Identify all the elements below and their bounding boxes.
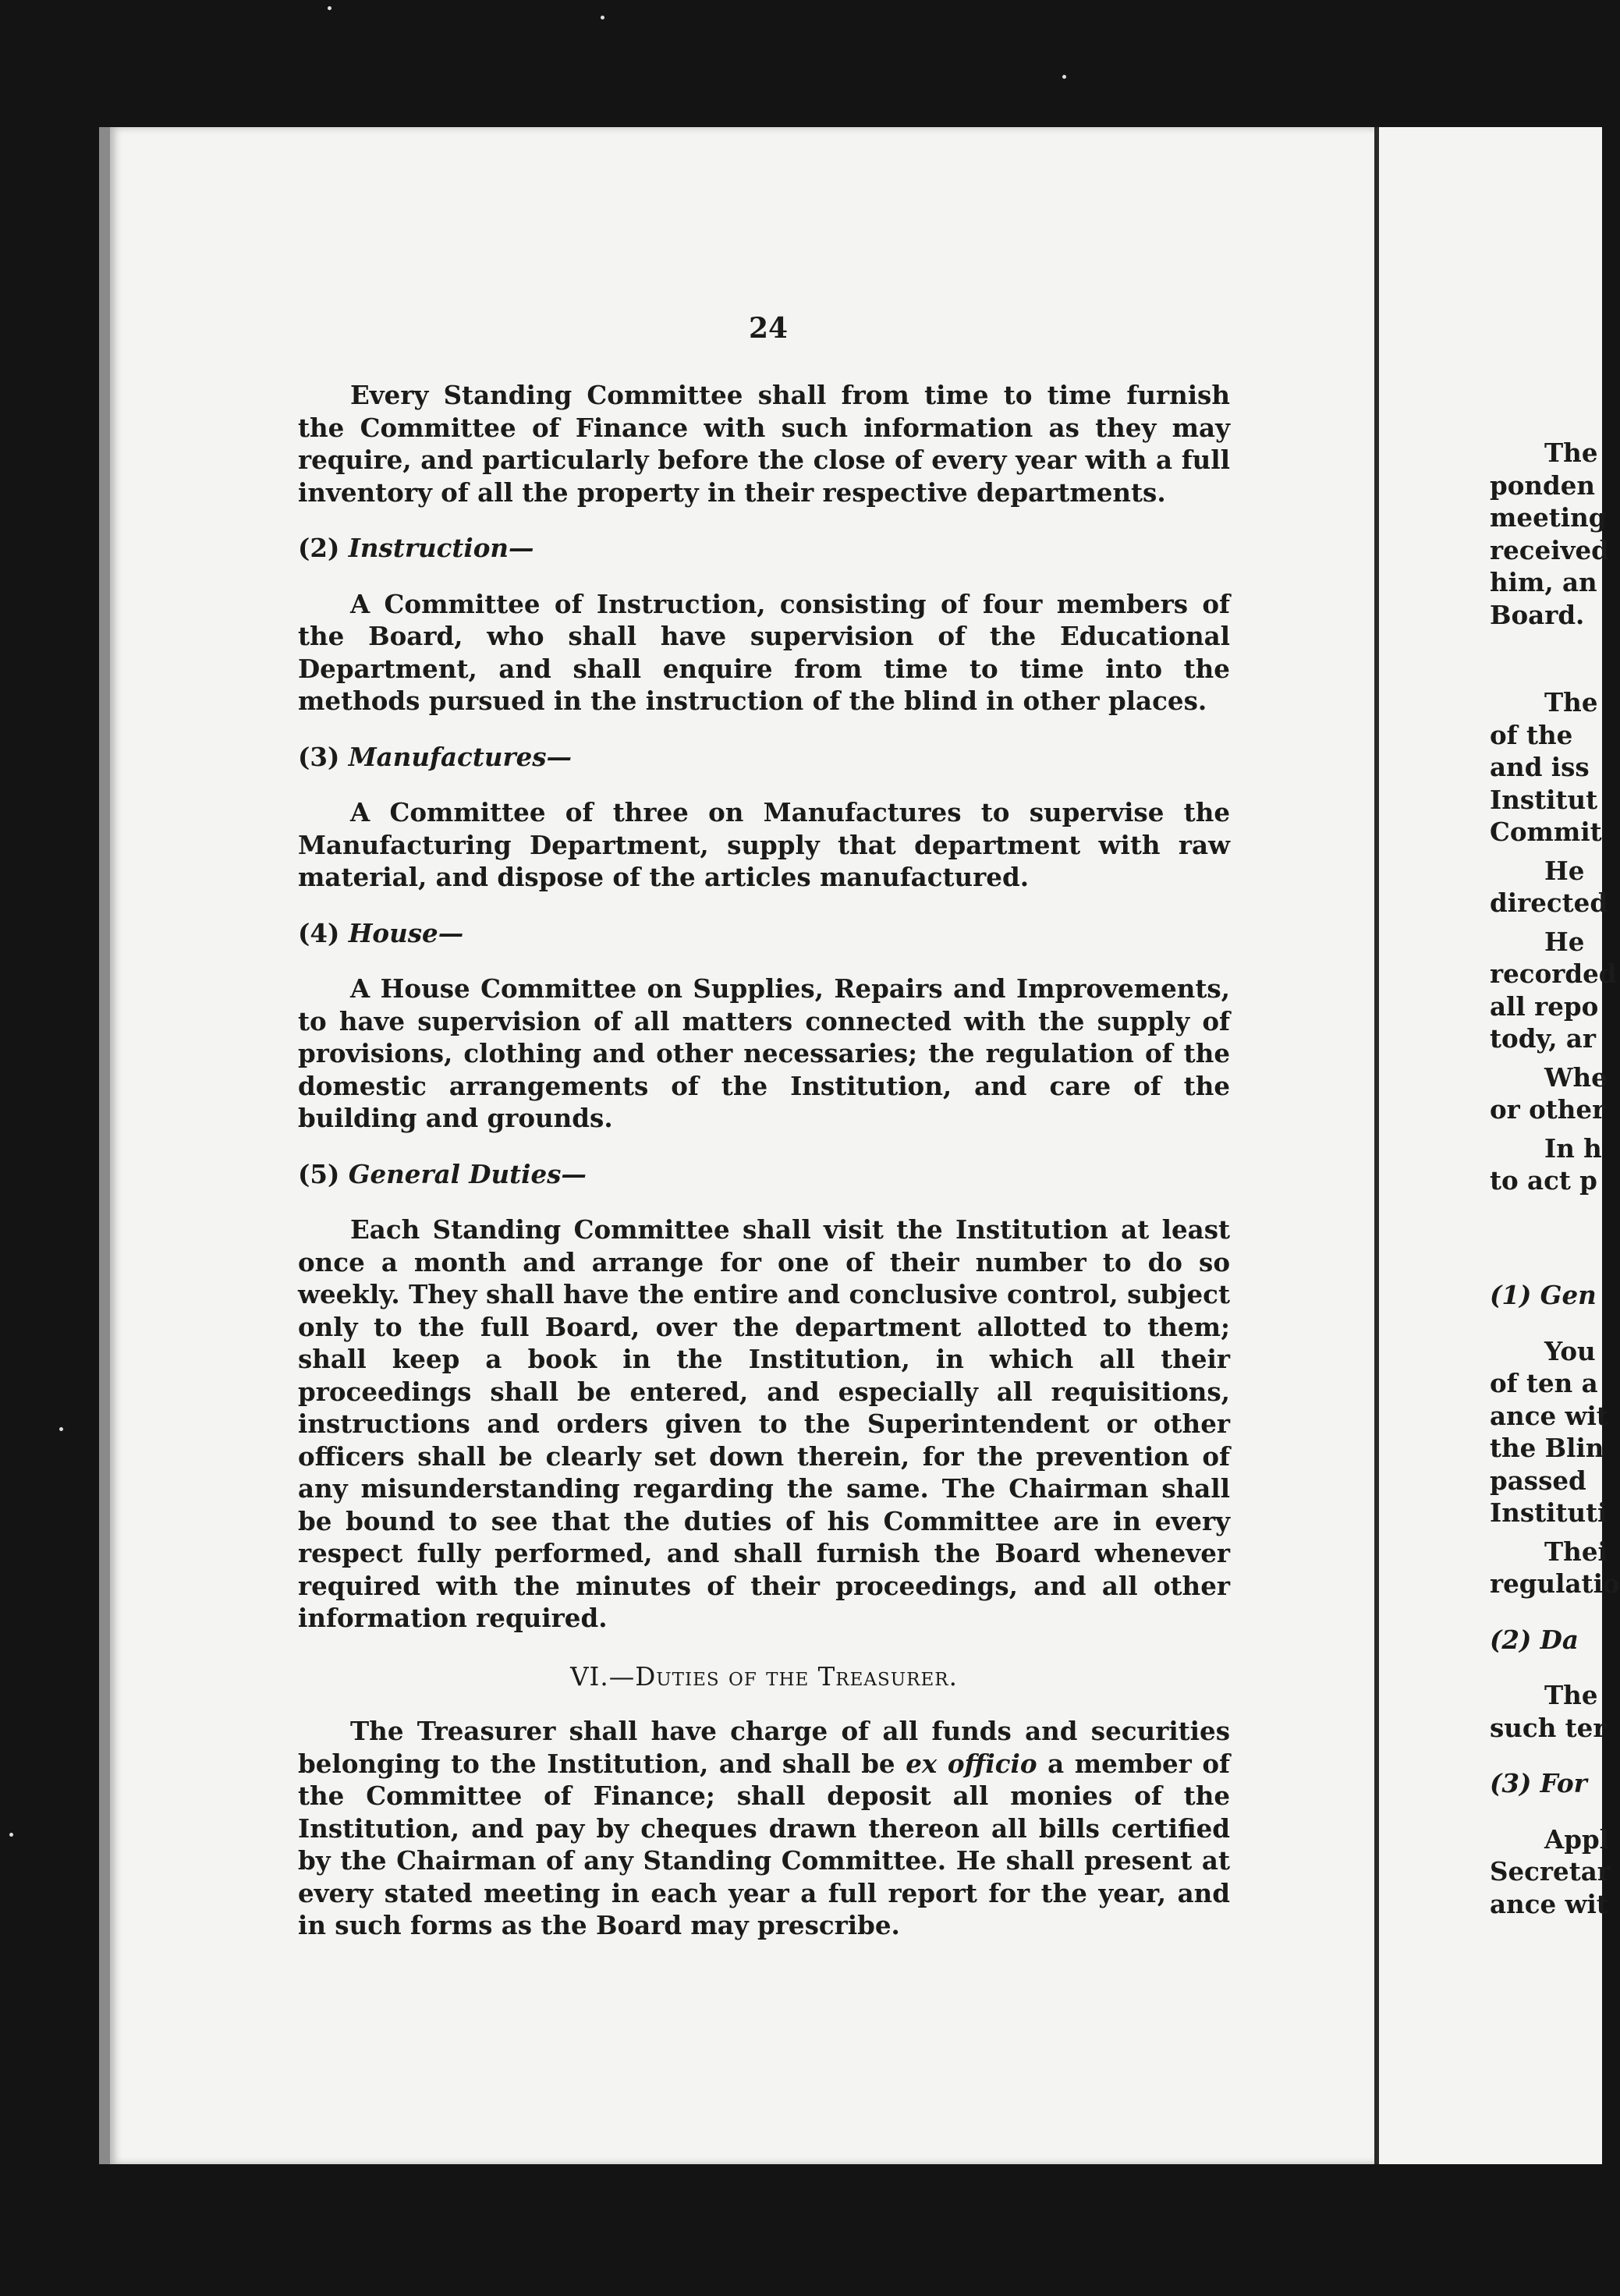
fragment-line: Whe <box>1544 1061 1608 1093</box>
section-title: General Duties— <box>348 1158 587 1189</box>
fragment-line: (1) Gen <box>1490 1280 1597 1310</box>
fragment-line: Thei <box>1544 1536 1608 1567</box>
fragment-line: directed <box>1490 888 1608 918</box>
fragment-line: Board. <box>1490 599 1585 630</box>
fragment-line: Secretar <box>1490 1856 1611 1887</box>
page-number: 24 <box>749 312 789 345</box>
treasurer-text-before: The Treasurer shall have charge of all funds and securities belonging to the Institution, and shall be <box>298 1716 1230 1779</box>
section-heading-house <box>298 917 1230 950</box>
instruction-paragraph: A Committee of Instruction, consisting of four members of the Board, who shall have supervision of the Educational Department, and shall enquire from time to time into the methods pursued in the instruction of the blind in other places. <box>298 588 1230 716</box>
fragment-line: ance wit <box>1490 1888 1608 1919</box>
fragment-line: the Blin <box>1490 1433 1604 1463</box>
left-page-text <box>298 379 1230 1942</box>
section-heading-instruction <box>298 532 1230 565</box>
fragment-line: Commit <box>1490 817 1602 847</box>
treasurer-text-after: a member of the Committee of Finance; shall deposit all monies of the Institution, and pay by cheques drawn thereon all bills certified by the Chairman of any Standing Committee. He shall present at every stated meeting in each year a full report for the year, and in such forms as the Board may prescribe. <box>298 1748 1230 1940</box>
fragment-line: He <box>1544 926 1585 957</box>
fragment-line: such ter <box>1490 1712 1607 1743</box>
section-title: Instruction— <box>348 533 534 563</box>
fragment-line: or other <box>1490 1094 1606 1125</box>
right-page-fragments <box>1490 437 1609 631</box>
fragment-line: of ten a <box>1490 1368 1598 1398</box>
general-duties-paragraph: Each Standing Committee shall visit the Institution at least once a month and arrange for one of their number to do so weekly. They shall have the entire and conclusive control, subject only to the full Board, over the department allotted to them; shall keep a book in the Institution, in which all their proceedings shall be entered, and especially all requisitions, instructions and orders given to the Superintendent or other officers shall be clearly set down therein, for the prevention of any misunderstanding regarding the same. The Chairman shall be bound to see that the duties of his Committee are in every respect fully performed, and shall furnish the Board whenever required with the minutes of their proceedings, and all other information required. <box>298 1214 1230 1633</box>
fragment-line: all repo <box>1490 990 1599 1022</box>
fragment-line: The <box>1544 1680 1598 1710</box>
section-number: (4) <box>298 917 340 948</box>
fragment-line: received <box>1490 534 1609 565</box>
right-page-fragments <box>1490 1279 1620 1920</box>
fragment-line: Institut <box>1490 784 1598 815</box>
fragment-line: him, an <box>1490 567 1597 597</box>
fragment-line: ance wit <box>1490 1400 1608 1431</box>
fragment-line: meeting <box>1490 502 1607 533</box>
manufactures-paragraph: A Committee of three on Manufactures to supervise the Manufacturing Department, supply that department with raw material, and dispose of the articles manufactured. <box>298 797 1230 892</box>
fragment-line: and iss <box>1490 752 1590 782</box>
fragment-line: of the <box>1490 719 1573 750</box>
fragment-line: (2) Da <box>1490 1624 1579 1655</box>
fragment-line: You <box>1544 1335 1596 1366</box>
section-title: Manufactures— <box>348 741 572 772</box>
fragment-line: (3) For <box>1490 1768 1587 1798</box>
section-number: (3) <box>298 741 340 772</box>
section-title: House— <box>348 917 464 948</box>
fragment-line: regulatio <box>1490 1568 1620 1599</box>
fragment-line: The <box>1544 438 1598 468</box>
fragment-line: Appl <box>1544 1823 1610 1855</box>
treasurer-paragraph <box>298 1715 1230 1942</box>
fragment-line: recorded <box>1490 958 1617 989</box>
section-heading-general-duties <box>298 1158 1230 1191</box>
right-page-fragments <box>1490 686 1617 1197</box>
house-paragraph: A House Committee on Supplies, Repairs and Improvements, to have supervision of all matters connected with the supply of provisions, clothing and other necessaries; the regulation of the domestic arrangements of the Institution, and care of the building and grounds. <box>298 973 1230 1133</box>
section-heading-manufactures <box>298 741 1230 774</box>
fragment-line: passed <box>1490 1465 1586 1496</box>
treasurer-text-italic: ex officio <box>906 1748 1037 1779</box>
section-vi-title: VI.—Duties of the Treasurer. <box>570 1661 958 1692</box>
section-number: (5) <box>298 1158 340 1189</box>
fragment-line: to act p <box>1490 1165 1597 1196</box>
fragment-line: Instituti <box>1490 1497 1608 1528</box>
fragment-line: The <box>1544 687 1598 718</box>
fragment-line: He <box>1544 855 1585 886</box>
fragment-line: In h <box>1544 1132 1602 1164</box>
intro-paragraph: Every Standing Committee shall from time to time furnish the Committee of Finance with such information as they may require, and particularly before the close of every year with a full inventory of all the property in their respective departments. <box>298 380 1230 508</box>
fragment-line: ponden <box>1490 469 1596 501</box>
fragment-line: tody, ar <box>1490 1023 1596 1054</box>
section-number: (2) <box>298 533 340 563</box>
